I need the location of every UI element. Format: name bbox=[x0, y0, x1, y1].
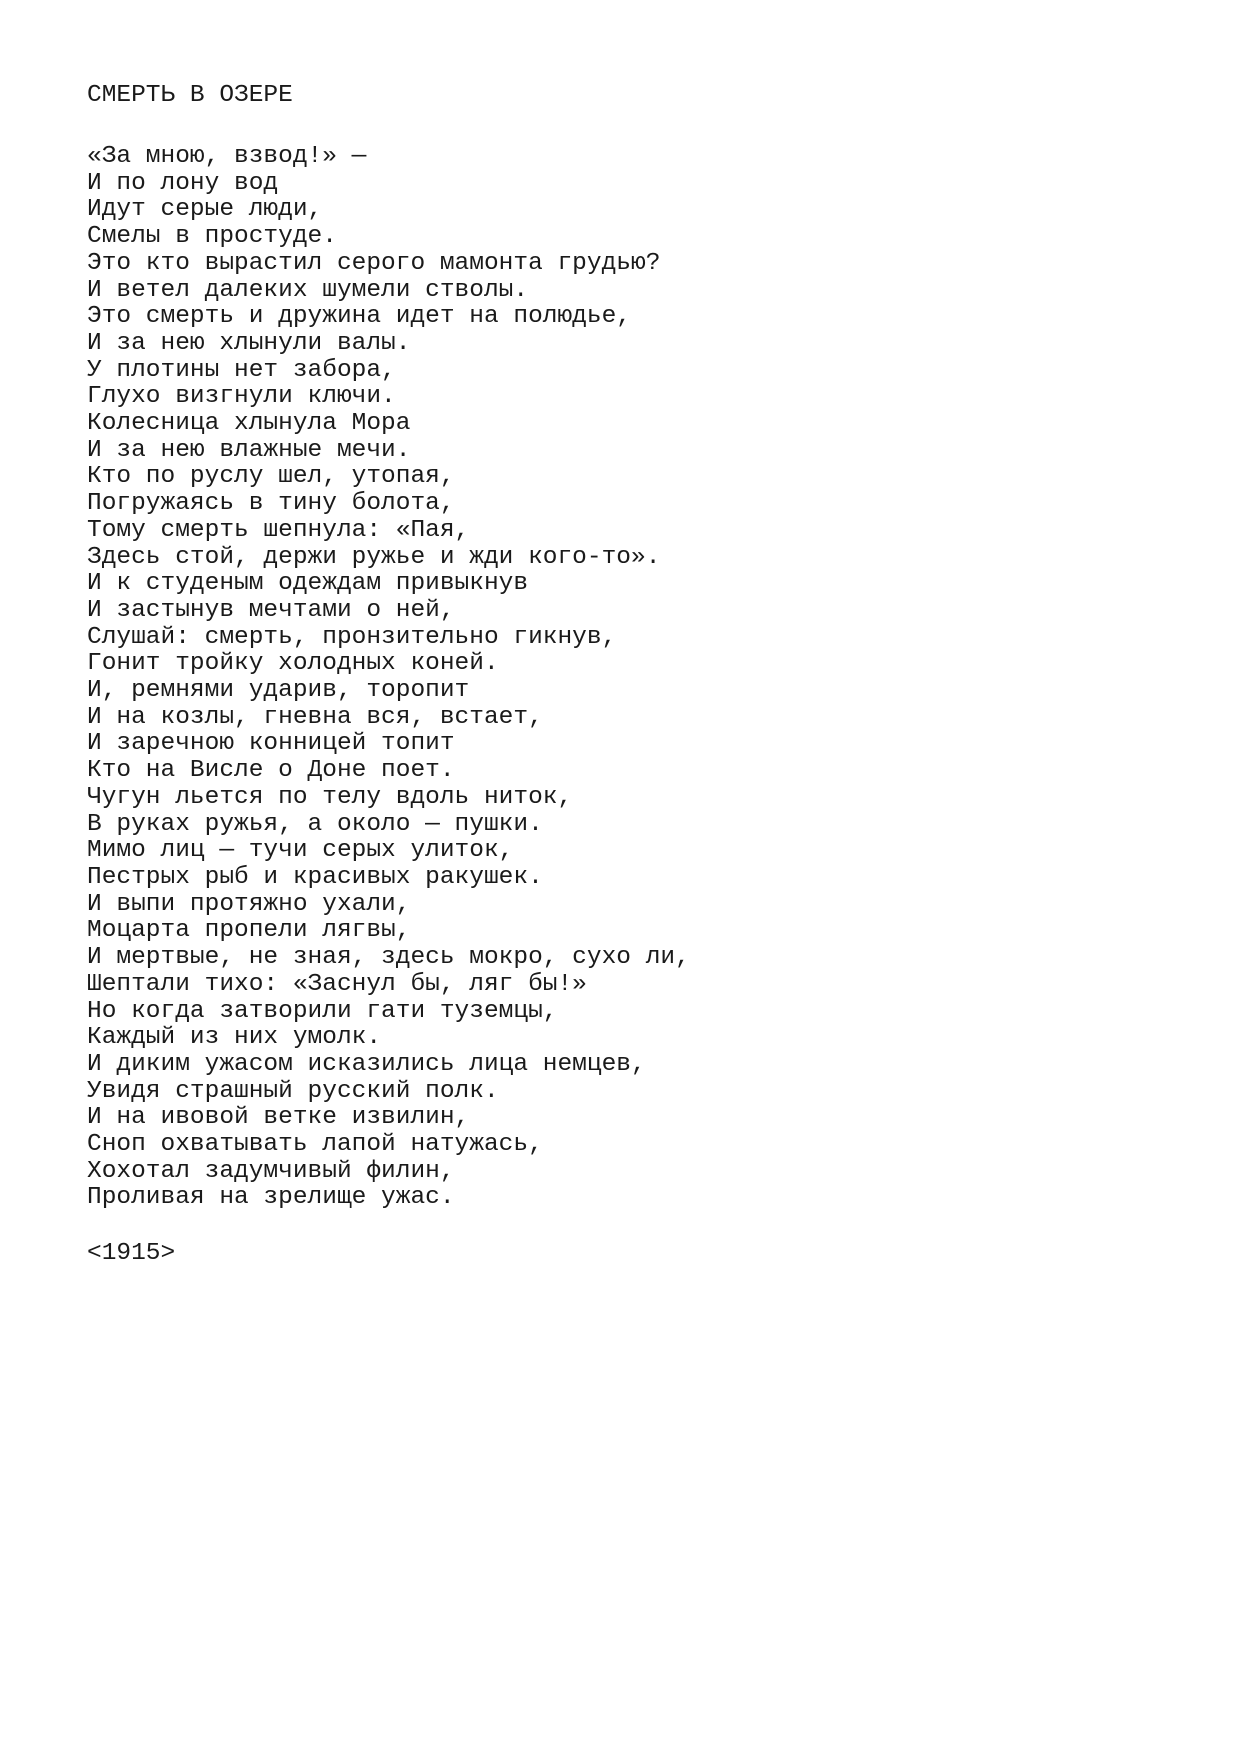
poem-line: Это смерть и дружина идет на полюдье, bbox=[87, 303, 631, 331]
poem-line: Каждый из них умолк. bbox=[87, 1024, 382, 1052]
poem-line: Смелы в простуде. bbox=[87, 223, 337, 251]
poem-line: Кто на Висле о Доне поет. bbox=[87, 757, 455, 785]
poem-line: И по лону вод bbox=[87, 169, 279, 197]
poem-line: «За мною, взвод!» — bbox=[87, 143, 367, 170]
poem-line: И за нею влажные мечи. bbox=[87, 436, 411, 464]
poem-line: И выпи протяжно ухали, bbox=[87, 890, 411, 918]
poem-line: И ветел далеких шумели стволы. bbox=[87, 276, 529, 304]
poem-line: Тому смерть шепнула: «Пая, bbox=[87, 516, 470, 544]
poem-line: Моцарта пропели лягвы, bbox=[87, 917, 411, 945]
poem-line: Глухо визгнули ключи. bbox=[87, 383, 396, 411]
poem-line: Но когда затворили гати туземцы, bbox=[87, 997, 558, 1025]
poem-line: Мимо лиц — тучи серых улиток, bbox=[87, 837, 514, 865]
poem-line: И застынув мечтами о ней, bbox=[87, 596, 455, 624]
poem-line: Увидя страшный русский полк. bbox=[87, 1077, 499, 1105]
poem-date: <1915> bbox=[87, 1240, 176, 1268]
poem-line: Шептали тихо: «Заснул бы, ляг бы!» bbox=[87, 970, 587, 998]
poem-line: Чугун льется по телу вдоль ниток, bbox=[87, 783, 573, 811]
poem-line: Проливая на зрелище ужас. bbox=[87, 1184, 455, 1212]
poem-title: СМЕРТЬ В ОЗЕРЕ bbox=[87, 82, 293, 109]
poem-line: Слушай: смерть, пронзительно гикнув, bbox=[87, 623, 617, 651]
poem-line: Гонит тройку холодных коней. bbox=[87, 650, 499, 678]
poem-line: И на козлы, гневна вся, встает, bbox=[87, 703, 543, 731]
poem-line: И диким ужасом исказились лица немцев, bbox=[87, 1050, 646, 1078]
poem-line: И к студеным одеждам привыкнув bbox=[87, 570, 529, 598]
poem-line: И за нею хлынули валы. bbox=[87, 329, 411, 357]
poem-line: Кто по руслу шел, утопая, bbox=[87, 463, 455, 491]
poem-line: Пестрых рыб и красивых ракушек. bbox=[87, 863, 543, 891]
poem-line: В руках ружья, а около — пушки. bbox=[87, 810, 543, 838]
poem-line: У плотины нет забора, bbox=[87, 356, 396, 384]
poem-line: Колесница хлынула Мора bbox=[87, 410, 411, 438]
poem-line: Здесь стой, держи ружье и жди кого-то». bbox=[87, 543, 661, 571]
poem-line: Это кто вырастил серого мамонта грудью? bbox=[87, 249, 661, 277]
poem-line: И мертвые, не зная, здесь мокро, сухо ли, bbox=[87, 944, 690, 972]
poem-line: И заречною конницей топит bbox=[87, 730, 455, 758]
poem-line: Хохотал задумчивый филин, bbox=[87, 1157, 455, 1185]
poem-line: Сноп охватывать лапой натужась, bbox=[87, 1131, 543, 1159]
poem-line: И, ремнями ударив, торопит bbox=[87, 677, 470, 705]
poem-line: Погружаясь в тину болота, bbox=[87, 490, 455, 518]
document-page bbox=[87, 82, 1207, 1267]
poem-line: И на ивовой ветке извилин, bbox=[87, 1104, 470, 1132]
poem-body bbox=[87, 144, 1207, 1212]
poem-line: Идут серые люди, bbox=[87, 196, 323, 224]
